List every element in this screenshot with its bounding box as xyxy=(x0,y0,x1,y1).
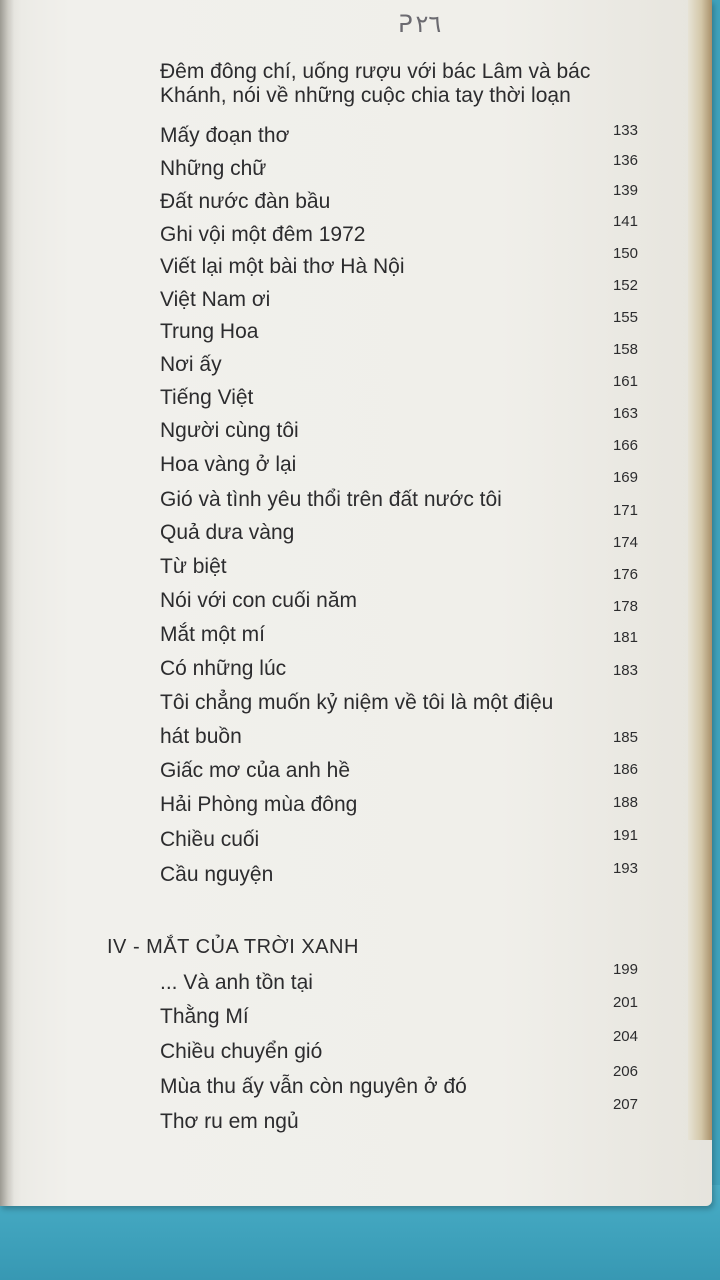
toc-entry-page: 207 xyxy=(612,1096,638,1113)
toc-entry-title: Chiều cuối xyxy=(160,828,260,851)
toc-entry-title: Đất nước đàn bầu xyxy=(160,190,331,213)
toc-entry-title: Hải Phòng mùa đông xyxy=(160,793,358,816)
toc-entry-title: Ghi vội một đêm 1972 xyxy=(160,223,366,246)
section-heading: IV - MẮT CỦA TRỜI XANH xyxy=(107,936,359,958)
toc-entry-page: 204 xyxy=(612,1028,638,1045)
toc-entry-title: Việt Nam ơi xyxy=(160,288,271,311)
toc-entry-title: Những chữ xyxy=(160,157,267,180)
toc-entry-page: 163 xyxy=(612,405,638,422)
toc-entry-page: 136 xyxy=(612,152,638,169)
toc-entry-page: 139 xyxy=(612,182,638,199)
toc-entry-page: 158 xyxy=(612,341,638,358)
toc-entry-page: 191 xyxy=(612,827,638,844)
toc-entry-title: Chiều chuyển gió xyxy=(160,1040,323,1063)
toc-entry-page: 176 xyxy=(612,566,638,583)
toc-entry-title: Thơ ru em ngủ xyxy=(160,1110,299,1133)
toc-entry-title: ... Và anh tồn tại xyxy=(160,971,313,994)
toc-entry-page: 186 xyxy=(612,761,638,778)
toc-entry-page: 169 xyxy=(612,469,638,486)
toc-entry-title: Quả dưa vàng xyxy=(160,521,295,544)
toc-entry-title: Nơi ấy xyxy=(160,353,222,376)
toc-entry-page: 178 xyxy=(612,598,638,615)
toc-entry-page: 183 xyxy=(612,662,638,679)
toc-entry-page: 201 xyxy=(612,994,638,1011)
toc-entry-title: Tiếng Việt xyxy=(160,386,254,409)
toc-entry-page: 171 xyxy=(612,502,638,519)
toc-entry-title: hát buồn xyxy=(160,725,242,748)
toc-entry-page: 185 xyxy=(612,729,638,746)
handwritten-note: ᕈ٢٦ xyxy=(398,10,442,38)
toc-entry-title: Trung Hoa xyxy=(160,320,259,343)
toc-entry-title: Tôi chẳng muốn kỷ niệm về tôi là một điệu xyxy=(160,691,554,714)
toc-entry-page: 174 xyxy=(612,534,638,551)
toc-entry-title: Có những lúc xyxy=(160,657,287,680)
toc-entry-page: 152 xyxy=(612,277,638,294)
toc-entry-page: 193 xyxy=(612,860,638,877)
toc-entry-page: 181 xyxy=(612,629,638,646)
toc-entry-page: 155 xyxy=(612,309,638,326)
toc-entry-title: Từ biệt xyxy=(160,555,227,578)
toc-entry-title: Đêm đông chí, uống rượu với bác Lâm và bác xyxy=(160,60,591,83)
toc-entry-page: 206 xyxy=(612,1063,638,1080)
toc-entry-page: 141 xyxy=(612,213,638,230)
toc-entry-title: Mắt một mí xyxy=(160,623,266,646)
toc-entry-title: Gió và tình yêu thổi trên đất nước tôi xyxy=(160,488,502,511)
toc-entry-title: Hoa vàng ở lại xyxy=(160,453,297,476)
toc-entry-page: 199 xyxy=(612,961,638,978)
toc-entry-title: Cầu nguyện xyxy=(160,863,274,886)
toc-entry-page: 133 xyxy=(612,122,638,139)
toc-entry-page: 150 xyxy=(612,245,638,262)
toc-entry-title: Viết lại một bài thơ Hà Nội xyxy=(160,255,405,278)
toc-entry-page: 188 xyxy=(612,794,638,811)
toc-entry-title: Nói với con cuối năm xyxy=(160,589,358,612)
toc-entry-title: Mấy đoạn thơ xyxy=(160,124,290,147)
toc-entry-title: Người cùng tôi xyxy=(160,419,299,442)
toc-entry-title: Giấc mơ của anh hề xyxy=(160,759,351,782)
toc-entry-title: Khánh, nói về những cuộc chia tay thời loạn xyxy=(160,84,571,107)
toc-entry-title: Mùa thu ấy vẫn còn nguyên ở đó xyxy=(160,1075,467,1098)
toc-entry-page: 161 xyxy=(612,373,638,390)
toc-entry-title: Thằng Mí xyxy=(160,1005,249,1028)
toc-entry-page: 166 xyxy=(612,437,638,454)
